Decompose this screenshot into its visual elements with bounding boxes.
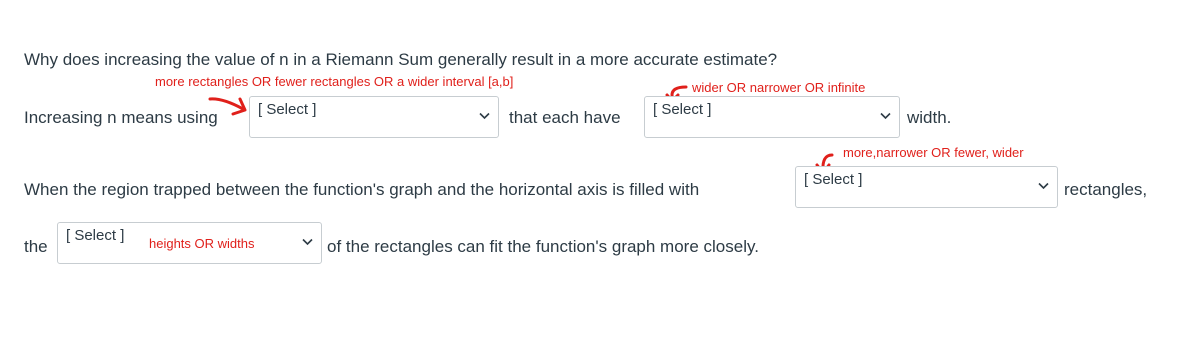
chevron-down-icon — [880, 112, 891, 120]
annotation-dimension-options: heights OR widths — [149, 236, 255, 251]
dropdown-width[interactable] — [644, 96, 900, 138]
sentence2-part1: When the region trapped between the function's graph and the horizontal axis is filled with — [24, 180, 700, 199]
annotation-rectangles-options: more rectangles OR fewer rectangles OR a wider interval [a,b] — [155, 74, 514, 89]
red-arrow-icon — [207, 93, 251, 119]
chevron-down-icon — [1038, 182, 1049, 190]
dropdown-rectangles-value: [ Select ] — [258, 101, 317, 118]
dropdown-rectangle-type[interactable] — [795, 166, 1058, 208]
sentence2-part2: rectangles, — [1064, 180, 1148, 199]
chevron-down-icon — [302, 238, 313, 246]
dropdown-dimension-value: [ Select ] — [66, 227, 125, 244]
annotation-width-options: wider OR narrower OR infinite — [692, 80, 866, 95]
annotation-count-width-options: more,narrower OR fewer, wider — [843, 145, 1024, 160]
dropdown-rectangles[interactable] — [249, 96, 499, 138]
sentence1-part1: Increasing n means using — [24, 108, 218, 127]
sentence1-part2: that each have — [509, 108, 621, 127]
sentence1-part3: width. — [907, 108, 952, 127]
dropdown-rectangle-type-value: [ Select ] — [804, 171, 863, 188]
sentence3-part2: of the rectangles can fit the function's graph more closely. — [327, 237, 759, 256]
chevron-down-icon — [479, 112, 490, 120]
sentence3-part1: the — [24, 237, 48, 256]
dropdown-width-value: [ Select ] — [653, 101, 712, 118]
question-text: Why does increasing the value of n in a Riemann Sum generally result in a more accurate estimate? — [24, 50, 778, 69]
